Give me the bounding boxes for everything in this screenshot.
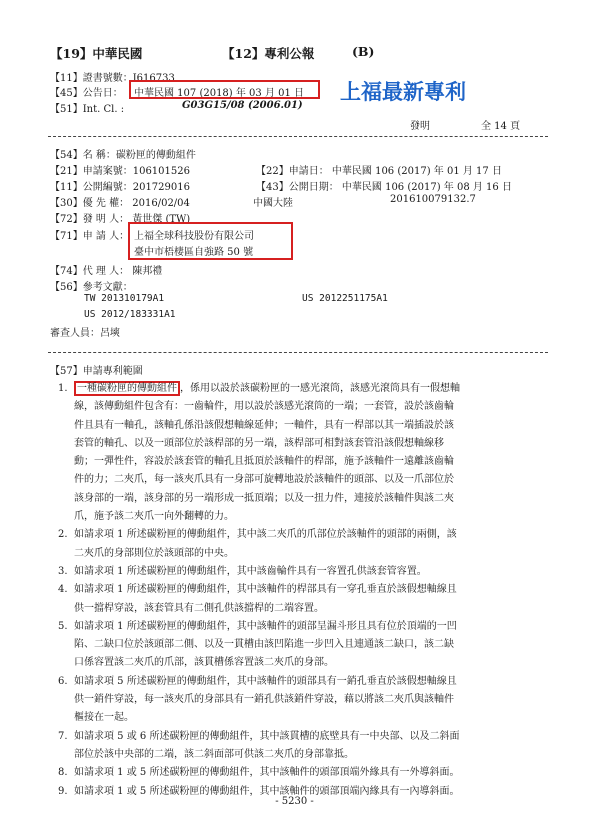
applicant-highlight-box — [128, 222, 293, 260]
claim-item — [58, 581, 548, 618]
claim-number: 4. — [58, 584, 68, 596]
intcl-label: 【51】Int. Cl. : — [50, 104, 125, 115]
field-refs-label: 【56】參考文獻： — [50, 282, 133, 293]
country-line — [50, 44, 142, 62]
field-app-date: 【22】申請日： 中華民國 106 (2017) 年 01 月 17 日 — [256, 166, 502, 177]
field-applicant-label: 【71】申 請 人： — [50, 231, 130, 242]
claim-text: 如請求項 5 或 6 所述碳粉匣的傳動組件，其中該貫槽的底壁具有一中央部、以及二斜面 部位於該中央部的二端，該二斜面部可供該二夾爪的身部靠抵。 — [74, 730, 460, 760]
claim-text: 如請求項 1 所述碳粉匣的傳動組件，其中該軸件的桿部具有一穿孔垂直於該假想軸線且 供一擋桿穿設，該套管具有二側孔供該擋桿的二端容置。 — [74, 584, 457, 614]
field-priority-country: 中國大陸 — [253, 198, 293, 209]
claim-item — [58, 673, 548, 728]
applicant-name: 上福全球科技股份有限公司 — [134, 231, 254, 242]
claim-item — [58, 563, 548, 581]
claims-heading: 【57】申請專利範圍 — [50, 366, 143, 377]
claim-text: 如請求項 1 或 5 所述碳粉匣的傳動組件，其中該軸件的頭部頂端外緣具有一外導斜面。 — [74, 767, 460, 779]
page-number: - 5230 - — [275, 796, 314, 807]
pub-date-label: 【45】公告日： — [50, 88, 123, 99]
kind-code: (B) — [352, 44, 375, 59]
claim-item — [58, 526, 548, 563]
claim-text: 如請求項 1 所述碳粉匣的傳動組件，其中該軸件的頭部呈漏斗形且具有位於頂端的一凹 陷、二缺口位於該頭部二側、以及一貫槽由該凹陷進一步凹入且連通該二缺口，該二缺 口係容置該二夾爪的爪部，該貫槽係容置該二夾爪的身部。 — [74, 620, 457, 669]
claim-text: 如請求項 1 所述碳粉匣的傳動組件，其中該齒輪件具有一容置孔供該套管容置。 — [74, 565, 427, 577]
pub-date: 中華民國 107 (2018) 年 03 月 01 日 — [134, 88, 305, 99]
field-priority: 【30】優 先 權： 2016/02/04 — [50, 198, 190, 209]
claim-number: 6. — [58, 675, 68, 687]
field-open-date: 【43】公開日期： 中華民國 106 (2017) 年 08 月 16 日 — [256, 182, 512, 193]
claim-number: 8. — [58, 767, 68, 779]
page-count: 全 14 頁 — [481, 121, 521, 132]
type-code: 【12】 — [222, 46, 265, 61]
ref-item: US 2012251175A1 — [302, 293, 388, 304]
field-open-no: 【11】公開編號：201729016 — [50, 182, 190, 193]
cert-number: 【11】證書號數：I616733 — [50, 73, 175, 84]
ref-item: TW 201310179A1 — [84, 293, 165, 304]
field-inventor: 【72】發 明 人： 黃世傑 (TW) — [50, 214, 191, 225]
country-name: 中華民國 — [92, 46, 143, 61]
claim-number: 1. — [58, 383, 68, 394]
claim-text: 如請求項 5 所述碳粉匣的傳動組件，其中該軸件的頭部具有一銷孔垂直於該假想軸線且 供一銷件穿設，每一該夾爪的身部具有一銷孔供該銷件穿設，藉以將該二夾爪與該軸件 樞接在一起。 — [74, 675, 457, 724]
claim-number: 5. — [58, 620, 68, 632]
pub-date-highlight-box — [129, 80, 320, 99]
type-name: 專利公報 — [264, 46, 315, 61]
brand-title: 上福最新專利 — [340, 80, 466, 104]
divider — [48, 352, 548, 353]
claim-text: ，係用以設於該碳粉匣的一感光滾筒，該感光滾筒具有一假想軸 線，該傳動組件包含有：一齒輪件，用以設於該感光滾筒的一端；一套管，設於該齒輪 件且具有一軸孔，該軸孔係沿該假想軸線延伸；一軸件，具有一桿部以其一端插設於該 套管的軸孔、以及一頭部位於該桿部的另一端，該桿部可相對該套管沿該假想軸線移 動；一彈性件，容設於該套管的軸孔且抵頂於該軸件的桿部，施予該軸件一遠離該齒輪 件的力；二夾爪，每一該夾爪具有一身部可旋轉地設於該軸件的頭部、以及一爪部位於 該身部的一端，該身部的另一端形成一抵頂端；以及一扭力件，連接於該軸件與該二夾 爪，施予該二夾爪一向外翻轉的力。 — [74, 383, 460, 523]
claim-item — [58, 764, 548, 782]
field-priority-no: 201610079132.7 — [390, 194, 476, 205]
field-examiner: 審查人員：呂塽 — [50, 328, 120, 339]
country-code: 【19】 — [50, 46, 93, 61]
intcl-code: G03G15/08 (2006.01) — [182, 100, 303, 111]
claim-number: 3. — [58, 565, 68, 577]
field-agent: 【74】代 理 人： 陳邦禮 — [50, 266, 163, 277]
claim-item — [58, 380, 548, 526]
claim-number: 9. — [58, 785, 68, 797]
claim1-lead-highlight: 一種碳粉匣的傳動組件 — [74, 381, 180, 396]
claim-number: 7. — [58, 730, 68, 742]
patent-kind: 發明 — [410, 121, 430, 132]
claim-number: 2. — [58, 529, 68, 541]
claim-text: 如請求項 1 所述碳粉匣的傳動組件，其中該二夾爪的爪部位於該軸件的頭部的兩側，該 二夾爪的身部則位於該頭部的中央。 — [74, 529, 457, 559]
claim-text: 如請求項 1 或 5 所述碳粉匣的傳動組件，其中該軸件的頭部頂端內緣具有一內導斜面。 — [74, 785, 460, 797]
field-app-no: 【21】申請案號：106101526 — [50, 166, 190, 177]
claim-item — [58, 728, 548, 765]
claim-item — [58, 618, 548, 673]
claims-list — [58, 380, 548, 801]
ref-item: US 2012/183331A1 — [84, 309, 176, 320]
gazette-type — [222, 44, 314, 62]
field-title: 【54】名 稱：碳粉匣的傳動組件 — [50, 150, 196, 161]
divider — [48, 136, 548, 137]
applicant-address: 臺中市梧棲區自強路 50 號 — [134, 247, 254, 258]
